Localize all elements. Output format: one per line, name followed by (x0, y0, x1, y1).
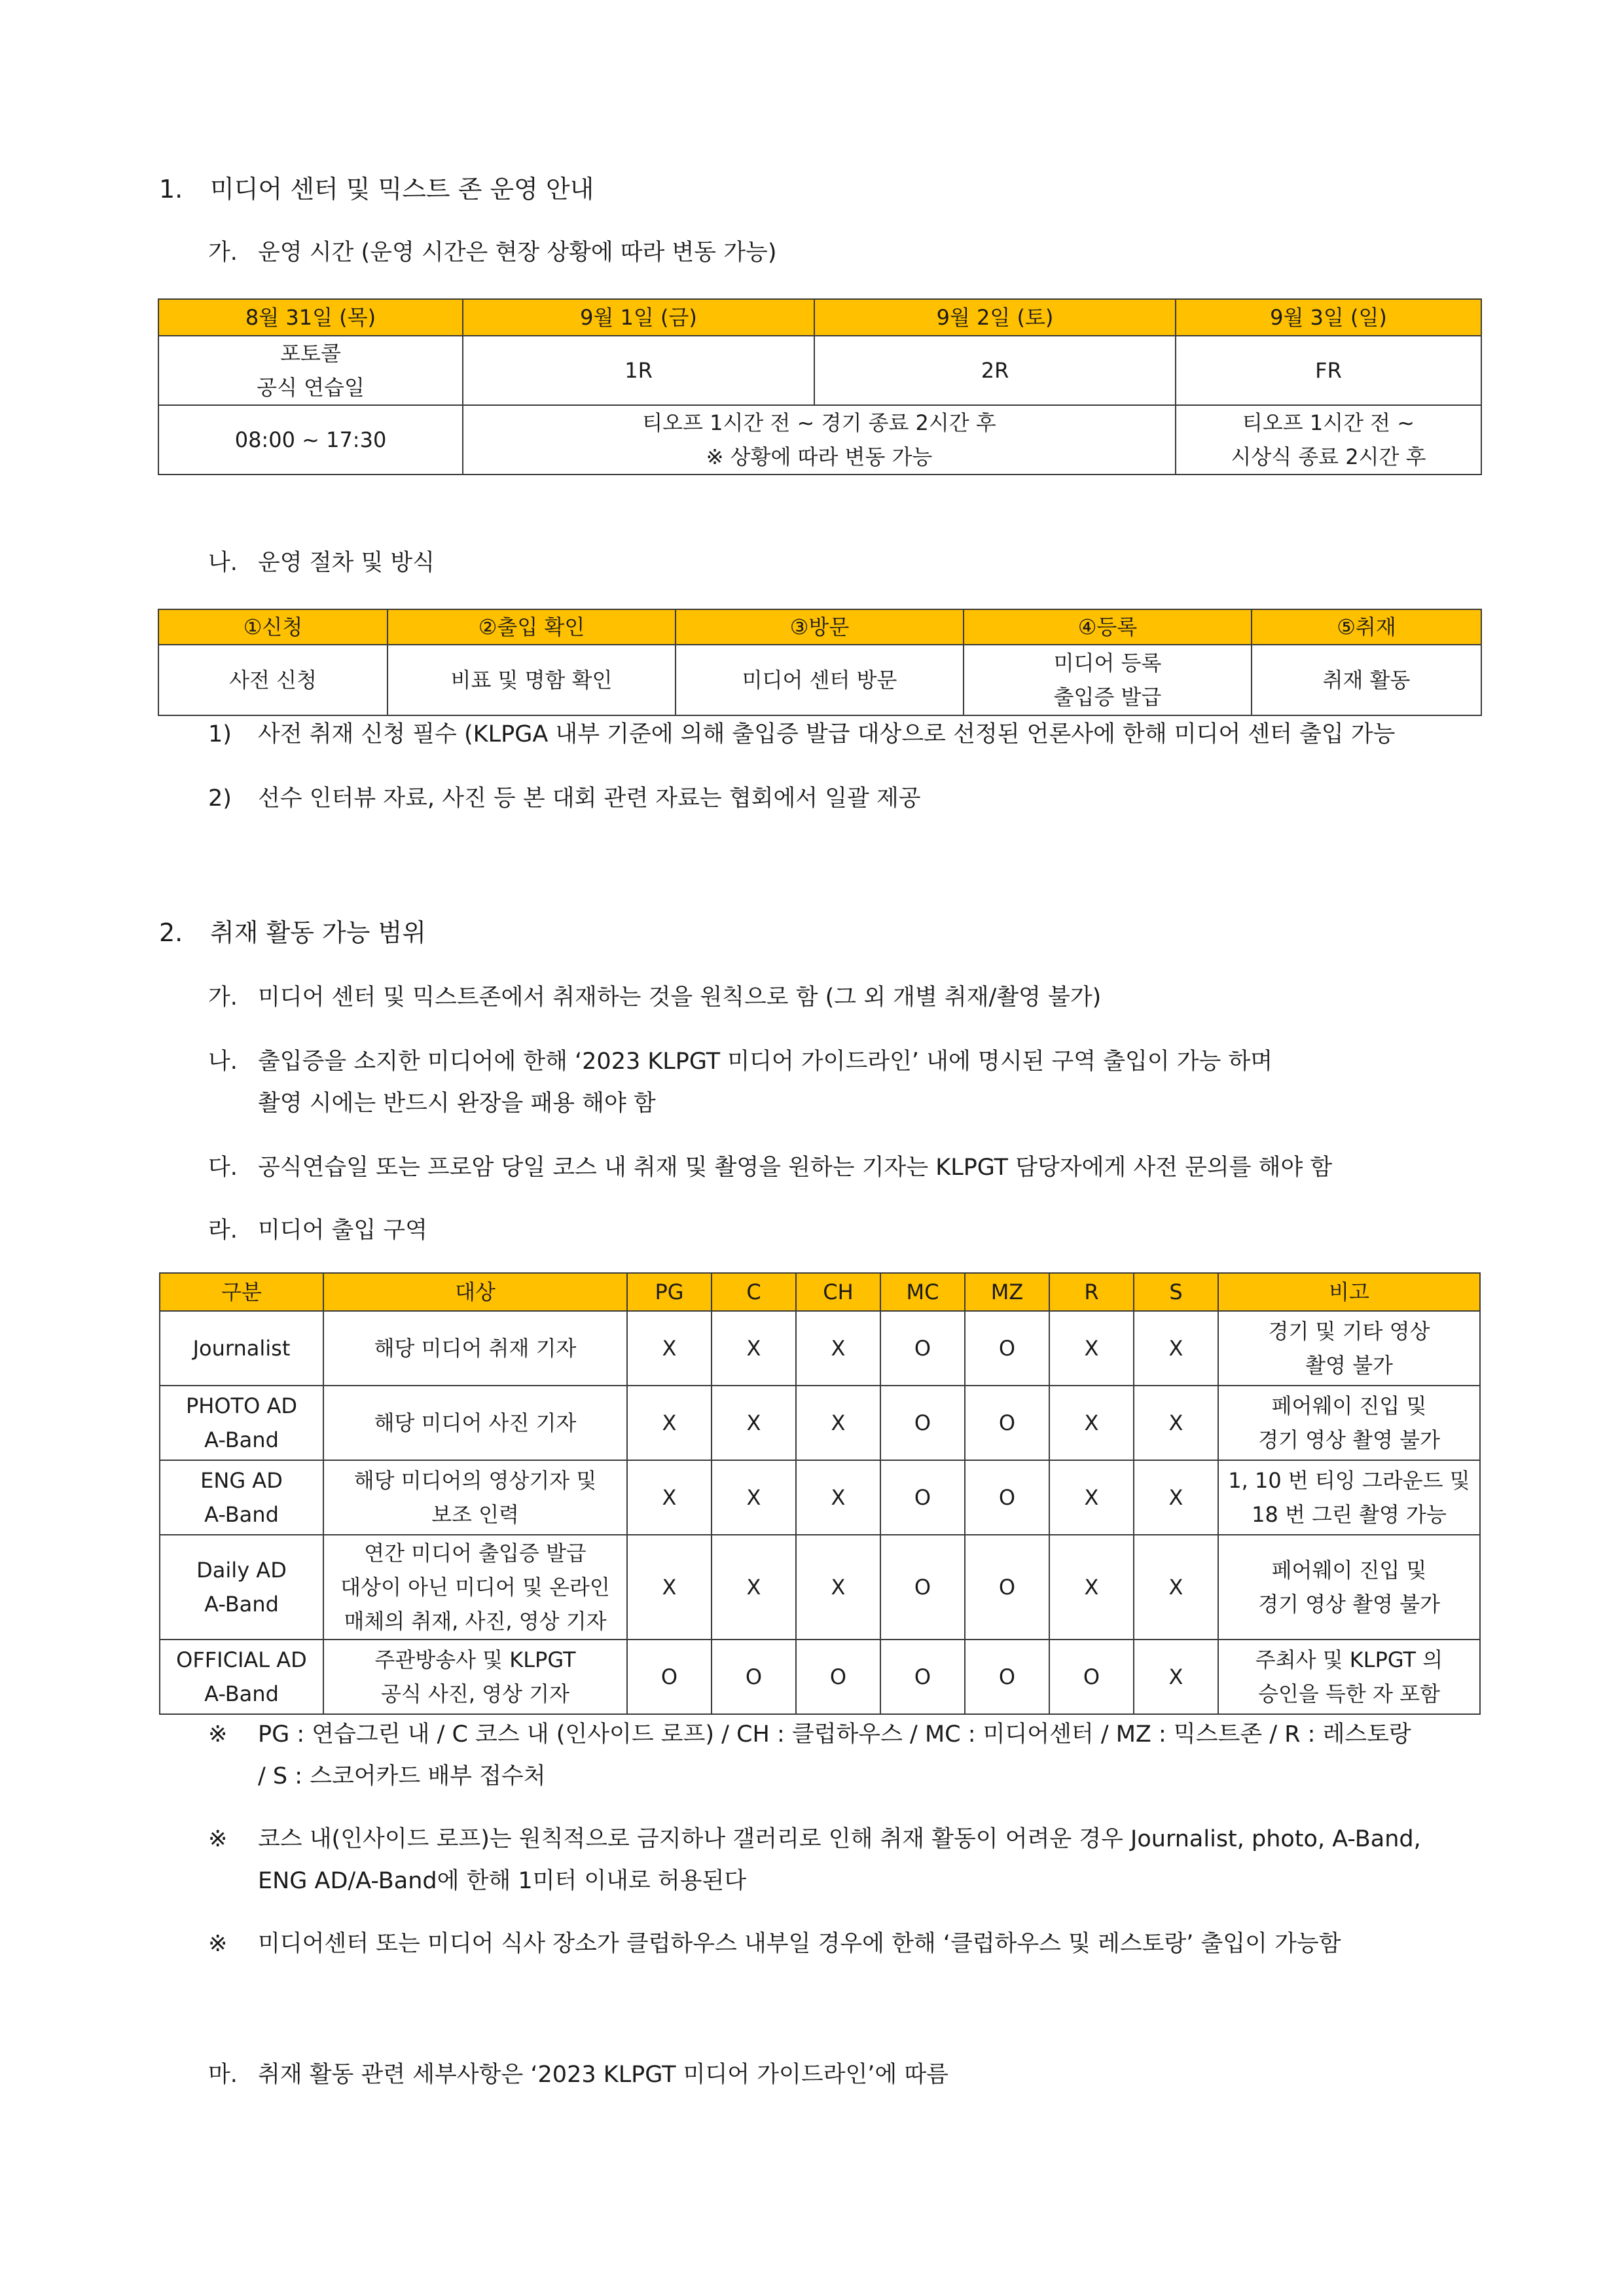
list-marker: 1) (208, 721, 232, 747)
zones-cell: 1, 10 번 티잉 그라운드 및 18 번 그린 촬영 가능 (1218, 1460, 1480, 1535)
procedure-cell: 사전 신청 (158, 645, 388, 715)
list-marker: 2) (208, 785, 232, 812)
subsection-ga (208, 232, 777, 274)
zones-cell: 해당 미디어 사진 기자 (323, 1386, 627, 1460)
procedure-cell: 비표 및 명함 확인 (388, 645, 676, 715)
section-number: 1. (159, 175, 183, 204)
subsection-text: 운영 절차 및 방식 (258, 550, 435, 576)
list-item (208, 716, 1557, 749)
zones-header: 구분 (160, 1273, 323, 1311)
zones-cell: ENG AD A-Band (160, 1460, 323, 1535)
zones-cell: O (965, 1640, 1049, 1714)
zones-header: 비고 (1218, 1273, 1480, 1311)
subsection-da (208, 1147, 1332, 1189)
subsection-marker: 가. (208, 984, 238, 1011)
schedule-cell: FR (1176, 336, 1481, 405)
subsection-text: 미디어 센터 및 믹스트존에서 취재하는 것을 원칙으로 함 (그 외 개별 취재/촬영 불가) (258, 984, 1102, 1011)
schedule-header: 9월 2일 (토) (814, 299, 1176, 336)
zones-cell: O (627, 1640, 712, 1714)
zones-header: MC (880, 1273, 965, 1311)
table-row (160, 1535, 1480, 1640)
footnote-marker: ※ (208, 1721, 228, 1748)
zones-cell: OFFICIAL AD A-Band (160, 1640, 323, 1714)
zones-cell: 해당 미디어 취재 기자 (323, 1311, 627, 1386)
procedure-cell: 미디어 등록 출입증 발급 (964, 645, 1252, 715)
zones-cell: O (965, 1460, 1049, 1535)
procedure-header: ③방문 (676, 609, 964, 645)
zones-cell: O (1049, 1640, 1134, 1714)
zones-cell: O (880, 1386, 965, 1460)
section-title: 미디어 센터 및 믹스트 존 운영 안내 (210, 175, 594, 204)
subsection-text-continued: 촬영 시에는 반드시 완장을 패용 해야 함 (258, 1090, 656, 1117)
zones-cell: X (1134, 1460, 1218, 1535)
zones-cell: X (796, 1386, 880, 1460)
procedure-cell: 취재 활동 (1252, 645, 1481, 715)
subsection-ma (208, 2054, 948, 2096)
zones-cell: O (880, 1460, 965, 1535)
subsection-marker: 나. (208, 1049, 238, 1075)
zones-cell: O (880, 1640, 965, 1714)
zones-cell: O (965, 1311, 1049, 1386)
section-number: 2. (159, 918, 183, 947)
subsection-text: 취재 활동 관련 세부사항은 ‘2023 KLPGT 미디어 가이드라인’에 따름 (258, 2062, 948, 2088)
subsection-text: 운영 시간 (운영 시간은 현장 상황에 따라 변동 가능) (258, 240, 777, 266)
zones-cell: X (1134, 1386, 1218, 1460)
procedure-header: ②출입 확인 (388, 609, 676, 645)
zones-cell: O (712, 1640, 796, 1714)
footnote-marker: ※ (208, 1826, 228, 1852)
list-text: 사전 취재 신청 필수 (KLPGA 내부 기준에 의해 출입증 발급 대상으로 선정된 언론사에 한해 미디어 센터 출입 가능 (258, 721, 1396, 747)
zones-cell: 경기 및 기타 영상 촬영 불가 (1218, 1311, 1480, 1386)
procedure-header: ⑤취재 (1252, 609, 1481, 645)
footnote-text-continued: ENG AD/A-Band에 한해 1미터 이내로 허용된다 (258, 1868, 747, 1894)
zones-cell: O (880, 1311, 965, 1386)
procedure-cell: 미디어 센터 방문 (676, 645, 964, 715)
subsection-na (208, 542, 435, 584)
subsection-ra (208, 1210, 427, 1251)
procedure-table (158, 609, 1482, 716)
zones-cell: 주최사 및 KLPGT 의 승인을 득한 자 포함 (1218, 1640, 1480, 1714)
subsection-marker: 나. (208, 550, 238, 576)
table-row (160, 1311, 1480, 1386)
zones-cell: X (627, 1311, 712, 1386)
zones-cell: 페어웨이 진입 및 경기 영상 촬영 불가 (1218, 1535, 1480, 1640)
access-zones-table (159, 1272, 1481, 1715)
schedule-header: 8월 31일 (목) (158, 299, 463, 336)
section-1-heading (159, 169, 594, 205)
zones-cell: X (712, 1535, 796, 1640)
footnote-marker: ※ (208, 1931, 228, 1957)
zones-cell: 연간 미디어 출입증 발급 대상이 아닌 미디어 및 온라인 매체의 취재, 사진, 영상 기자 (323, 1535, 627, 1640)
subsection-marker: 라. (208, 1217, 238, 1244)
schedule-table (158, 298, 1482, 475)
zones-header: MZ (965, 1273, 1049, 1311)
section-title: 취재 활동 가능 범위 (210, 918, 426, 947)
zones-header: CH (796, 1273, 880, 1311)
schedule-cell: 티오프 1시간 전 ~ 시상식 종료 2시간 후 (1176, 405, 1481, 475)
zones-cell: X (796, 1535, 880, 1640)
footnote (208, 1818, 1485, 1902)
footnote-text: PG : 연습그린 내 / C 코스 내 (인사이드 로프) / CH : 클럽하우스 / MC : 미디어센터 / MZ : 믹스트존 / R : 레스토랑 (258, 1721, 1411, 1748)
zones-cell: X (1049, 1535, 1134, 1640)
zones-cell: 주관방송사 및 KLPGT 공식 사진, 영상 기자 (323, 1640, 627, 1714)
zones-cell: Daily AD A-Band (160, 1535, 323, 1640)
zones-cell: X (1049, 1311, 1134, 1386)
zones-cell: X (1134, 1640, 1218, 1714)
subsection-ga (208, 977, 1101, 1018)
zones-cell: X (1134, 1311, 1218, 1386)
schedule-cell: 1R (463, 336, 814, 405)
subsection-na (208, 1041, 1272, 1124)
zones-header: 대상 (323, 1273, 627, 1311)
table-row (160, 1640, 1480, 1714)
zones-header: R (1049, 1273, 1134, 1311)
zones-cell: Journalist (160, 1311, 323, 1386)
subsection-marker: 가. (208, 240, 238, 266)
footnote-text: 코스 내(인사이드 로프)는 원칙적으로 금지하나 갤러리로 인해 취재 활동이 어려운 경우 Journalist, photo, A-Band, (258, 1826, 1421, 1852)
subsection-marker: 다. (208, 1155, 238, 1181)
zones-cell: X (712, 1386, 796, 1460)
footnote-text: 미디어센터 또는 미디어 식사 장소가 클럽하우스 내부일 경우에 한해 ‘클럽하우스 및 레스토랑’ 출입이 가능함 (258, 1931, 1341, 1957)
schedule-cell: 2R (814, 336, 1176, 405)
schedule-header: 9월 1일 (금) (463, 299, 814, 336)
section-2-heading (159, 912, 426, 948)
zones-cell: X (712, 1311, 796, 1386)
zones-cell: X (627, 1460, 712, 1535)
footnote-text-continued: / S : 스코어카드 배부 접수처 (258, 1763, 546, 1789)
zones-cell: PHOTO AD A-Band (160, 1386, 323, 1460)
subsection-marker: 마. (208, 2062, 238, 2088)
zones-cell: O (965, 1386, 1049, 1460)
list-text: 선수 인터뷰 자료, 사진 등 본 대회 관련 자료는 협회에서 일괄 제공 (258, 785, 921, 812)
table-row (160, 1386, 1480, 1460)
zones-cell: X (627, 1386, 712, 1460)
subsection-text: 공식연습일 또는 프로암 당일 코스 내 취재 및 촬영을 원하는 기자는 KLPGT 담당자에게 사전 문의를 해야 함 (258, 1155, 1333, 1181)
footnote (208, 1923, 1485, 1965)
schedule-header: 9월 3일 (일) (1176, 299, 1481, 336)
list-item (208, 780, 921, 813)
zones-cell: X (1049, 1460, 1134, 1535)
zones-cell: X (796, 1311, 880, 1386)
zones-cell: X (712, 1460, 796, 1535)
zones-cell: O (880, 1535, 965, 1640)
zones-header: S (1134, 1273, 1218, 1311)
zones-header: PG (627, 1273, 712, 1311)
zones-cell: O (796, 1640, 880, 1714)
zones-cell: X (1049, 1386, 1134, 1460)
zones-cell: 해당 미디어의 영상기자 및 보조 인력 (323, 1460, 627, 1535)
zones-cell: 페어웨이 진입 및 경기 영상 촬영 불가 (1218, 1386, 1480, 1460)
procedure-header: ④등록 (964, 609, 1252, 645)
zones-cell: X (627, 1535, 712, 1640)
zones-cell: X (1134, 1535, 1218, 1640)
zones-cell: X (796, 1460, 880, 1535)
subsection-text: 미디어 출입 구역 (258, 1217, 427, 1244)
zones-header: C (712, 1273, 796, 1311)
footnote (208, 1713, 1485, 1797)
table-row (160, 1460, 1480, 1535)
subsection-text: 출입증을 소지한 미디어에 한해 ‘2023 KLPGT 미디어 가이드라인’ 내에 명시된 구역 출입이 가능 하며 (258, 1049, 1273, 1075)
schedule-cell: 08:00 ~ 17:30 (158, 405, 463, 475)
procedure-header: ①신청 (158, 609, 388, 645)
schedule-cell: 포토콜 공식 연습일 (158, 336, 463, 405)
zones-cell: O (965, 1535, 1049, 1640)
schedule-cell: 티오프 1시간 전 ~ 경기 종료 2시간 후 ※ 상황에 따라 변동 가능 (463, 405, 1176, 475)
